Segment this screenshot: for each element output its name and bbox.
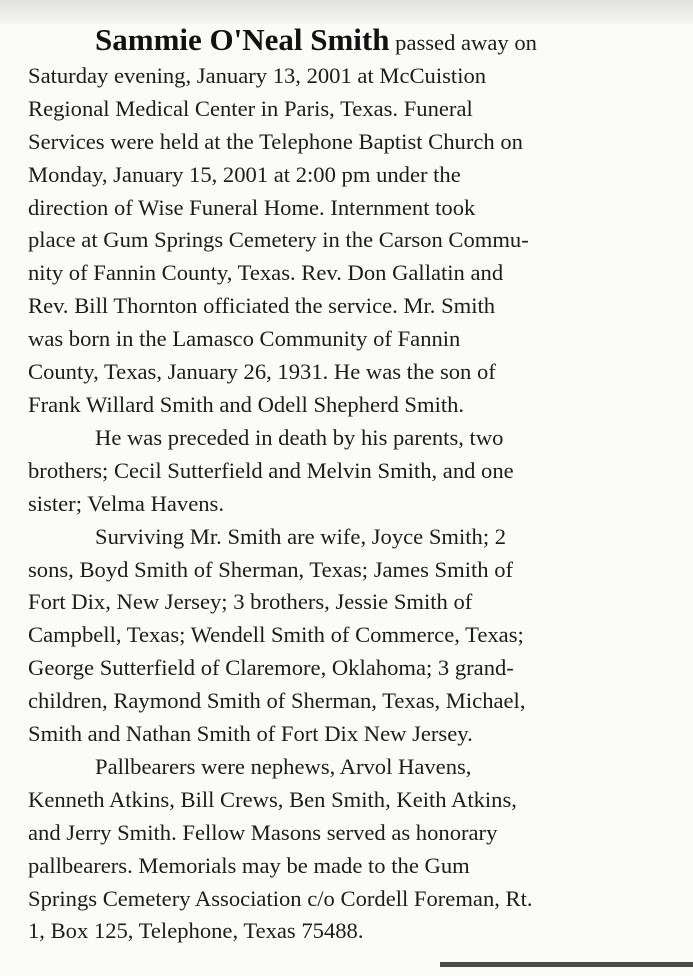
- paragraph-2: [28, 422, 664, 521]
- paragraph-3: [28, 521, 664, 751]
- text-line: Fort Dix, New Jersey; 3 brothers, Jessie Smith of: [28, 589, 473, 615]
- name-line-tail: passed away on: [389, 30, 537, 55]
- text-line: and Jerry Smith. Fellow Masons served as honorary: [28, 819, 498, 845]
- scan-top-shadow: [0, 0, 693, 24]
- text-line: nity of Fannin County, Texas. Rev. Don Gallatin and: [28, 260, 504, 286]
- text-line: sister; Velma Havens.: [28, 490, 224, 516]
- text-line: Smith and Nathan Smith of Fort Dix New Jersey.: [28, 721, 473, 747]
- text-line: Rev. Bill Thornton officiated the service. Mr. Smith: [28, 293, 496, 319]
- deceased-name: Sammie O'Neal Smith: [95, 22, 390, 57]
- text-line: Springs Cemetery Association c/o Cordell Foreman, Rt.: [28, 885, 533, 911]
- text-line: pallbearers. Memorials may be made to the Gum: [28, 852, 470, 878]
- text-line: Frank Willard Smith and Odell Shepherd Smith.: [28, 391, 465, 417]
- text-line: sons, Boyd Smith of Sherman, Texas; James Smith of: [28, 556, 514, 582]
- column-bottom-rule: [440, 962, 693, 967]
- text-line: George Sutterfield of Claremore, Oklahoma; 3 grand-: [28, 655, 514, 681]
- text-line: brothers; Cecil Sutterfield and Melvin Smith, and one: [28, 457, 514, 483]
- text-line: He was preceded in death by his parents, two: [95, 424, 504, 450]
- text-line: Kenneth Atkins, Bill Crews, Ben Smith, Keith Atkins,: [28, 786, 517, 812]
- text-line: Monday, January 15, 2001 at 2:00 pm under the: [28, 161, 461, 187]
- text-line: children, Raymond Smith of Sherman, Texas, Michael,: [28, 688, 526, 714]
- text-line: direction of Wise Funeral Home. Internment took: [28, 194, 476, 220]
- text-line: place at Gum Springs Cemetery in the Carson Commu-: [28, 227, 529, 253]
- text-line: Services were held at the Telephone Baptist Church on: [28, 128, 523, 154]
- obituary-body: [28, 24, 664, 948]
- text-line: Surviving Mr. Smith are wife, Joyce Smith; 2: [95, 523, 507, 549]
- paragraph-4: [28, 751, 664, 948]
- text-line: [28, 24, 664, 60]
- text-line: 1, Box 125, Telephone, Texas 75488.: [28, 918, 364, 944]
- text-line: County, Texas, January 26, 1931. He was the son of: [28, 359, 496, 385]
- text-line: Regional Medical Center in Paris, Texas. Funeral: [28, 95, 473, 121]
- text-line: was born in the Lamasco Community of Fannin: [28, 326, 461, 352]
- paragraph-1: [28, 24, 664, 422]
- text-line: Pallbearers were nephews, Arvol Havens,: [95, 753, 472, 779]
- text-line: Campbell, Texas; Wendell Smith of Commerce, Texas;: [28, 622, 524, 648]
- text-line: Saturday evening, January 13, 2001 at McCuistion: [28, 62, 487, 88]
